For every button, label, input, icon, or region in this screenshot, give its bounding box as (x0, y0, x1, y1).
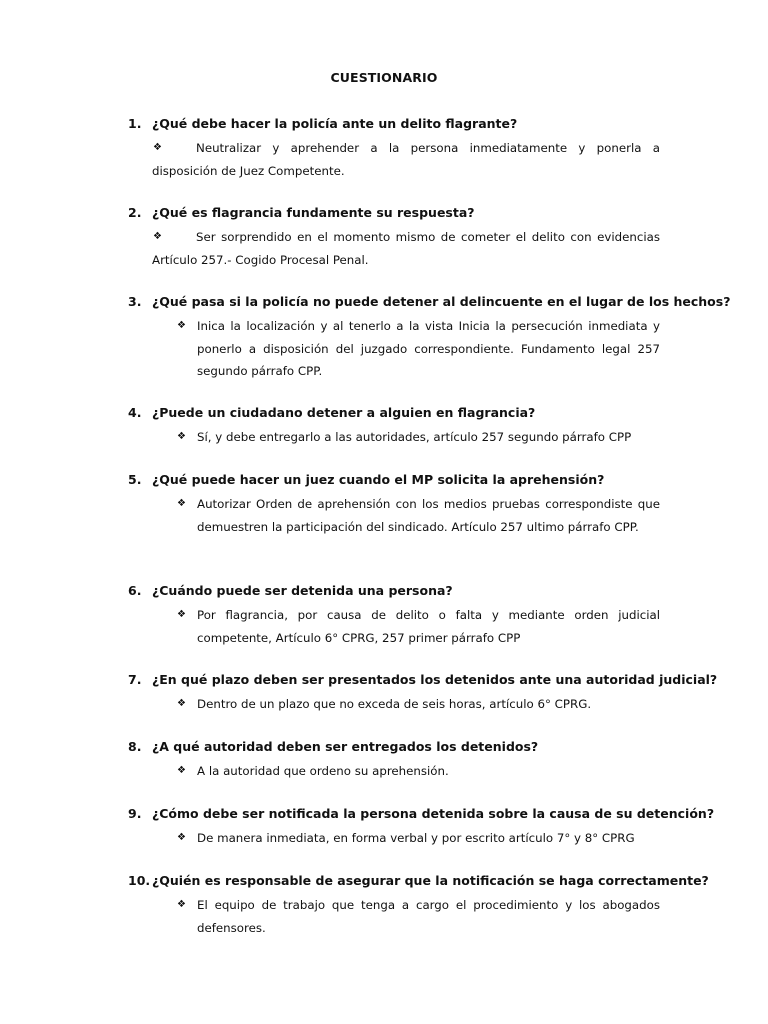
question-text: ¿Cómo debe ser notificada la persona detenida sobre la causa de su detención? (152, 806, 715, 821)
question-9 (0, 805, 768, 823)
answer-text: El equipo de trabajo que tenga a cargo el procedimiento y los abogados defensores. (197, 898, 660, 935)
question-1 (0, 115, 768, 133)
answer-8 (0, 760, 768, 783)
diamond-bullet-icon: ❖ (153, 142, 162, 153)
qa-item-9 (0, 805, 768, 850)
answer-5 (0, 493, 768, 538)
question-number: 1. (128, 116, 142, 131)
diamond-bullet-icon: ❖ (177, 320, 186, 331)
question-text: ¿Puede un ciudadano detener a alguien en flagrancia? (152, 405, 536, 420)
question-number: 8. (128, 739, 142, 754)
diamond-bullet-icon: ❖ (177, 832, 186, 843)
qa-item-10 (0, 872, 768, 939)
question-6 (0, 582, 768, 600)
answer-7 (0, 693, 768, 716)
question-text: ¿Quién es responsable de asegurar que la notificación se haga correctamente? (152, 873, 709, 888)
qa-item-3 (0, 293, 768, 383)
qa-item-2 (0, 204, 768, 271)
question-number: 4. (128, 405, 142, 420)
answer-10 (0, 894, 768, 939)
question-5 (0, 471, 768, 489)
question-2 (0, 204, 768, 222)
question-number: 10. (128, 873, 151, 888)
diamond-bullet-icon: ❖ (177, 765, 186, 776)
answer-text: A la autoridad que ordeno su aprehensión. (197, 764, 449, 778)
answer-text: Neutralizar y aprehender a la persona inmediatamente y ponerla a disposición de Juez Competente. (152, 141, 660, 178)
question-number: 9. (128, 806, 142, 821)
diamond-bullet-icon: ❖ (177, 698, 186, 709)
answer-text: Sí, y debe entregarlo a las autoridades, artículo 257 segundo párrafo CPP (197, 430, 632, 444)
qa-item-7 (0, 671, 768, 716)
question-10 (0, 872, 768, 890)
question-number: 2. (128, 205, 142, 220)
question-text: ¿En qué plazo deben ser presentados los detenidos ante una autoridad judicial? (152, 672, 718, 687)
question-text: ¿Qué debe hacer la policía ante un delito flagrante? (152, 116, 518, 131)
diamond-bullet-icon: ❖ (153, 231, 162, 242)
question-number: 6. (128, 583, 142, 598)
question-number: 5. (128, 472, 142, 487)
answer-text: Por flagrancia, por causa de delito o falta y mediante orden judicial competente, Artículo 6° CPRG, 257 primer párrafo CPP (197, 608, 660, 645)
answer-text: Dentro de un plazo que no exceda de seis horas, artículo 6° CPRG. (197, 697, 592, 711)
question-8 (0, 738, 768, 756)
diamond-bullet-icon: ❖ (177, 498, 186, 509)
diamond-bullet-icon: ❖ (177, 431, 186, 442)
qa-item-4 (0, 404, 768, 449)
answer-1 (0, 137, 768, 182)
answer-text: Ser sorprendido en el momento mismo de cometer el delito con evidencias Artículo 257.- Cogido Procesal Penal. (152, 230, 660, 267)
qa-item-6 (0, 582, 768, 649)
qa-item-1 (0, 115, 768, 182)
diamond-bullet-icon: ❖ (177, 899, 186, 910)
question-4 (0, 404, 768, 422)
answer-3 (0, 315, 768, 383)
question-text: ¿Qué puede hacer un juez cuando el MP solicita la aprehensión? (152, 472, 605, 487)
answer-9 (0, 827, 768, 850)
question-text: ¿Qué pasa si la policía no puede detener al delincuente en el lugar de los hechos? (152, 294, 731, 309)
question-text: ¿Qué es flagrancia fundamente su respuesta? (152, 205, 475, 220)
question-number: 7. (128, 672, 142, 687)
question-number: 3. (128, 294, 142, 309)
question-7 (0, 671, 768, 689)
document-title: CUESTIONARIO (330, 70, 438, 85)
question-text: ¿A qué autoridad deben ser entregados los detenidos? (152, 739, 539, 754)
question-text: ¿Cuándo puede ser detenida una persona? (152, 583, 453, 598)
qa-item-8 (0, 738, 768, 783)
answer-4 (0, 426, 768, 449)
answer-2 (0, 226, 768, 271)
answer-text: De manera inmediata, en forma verbal y por escrito artículo 7° y 8° CPRG (197, 831, 635, 845)
answer-6 (0, 604, 768, 649)
question-3 (0, 293, 768, 311)
answer-text: Inica la localización y al tenerlo a la vista Inicia la persecución inmediata y ponerlo a disposición del juzgado correspondiente. Fundamento legal 257 segundo párrafo CPP. (197, 319, 660, 378)
qa-item-5 (0, 471, 768, 538)
diamond-bullet-icon: ❖ (177, 609, 186, 620)
answer-text: Autorizar Orden de aprehensión con los medios pruebas correspondiste que demuestren la participación del sindicado. Artículo 257 ultimo párrafo CPP. (197, 497, 660, 534)
